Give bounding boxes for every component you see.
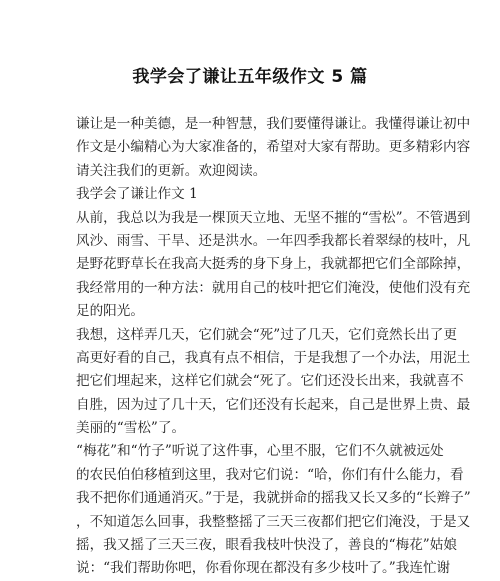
body-line: 足的阳光。	[76, 303, 144, 320]
body-line: 请关注我们的更新。欢迎阅读。	[76, 162, 267, 179]
body-line: 风沙、雨雪、干旱、还是洪水。一年四季我都长着翠绿的枝叶，凡	[76, 232, 471, 249]
body-line: 我不把你们通通消灭。”于是，我就拼命的摇我又长又多的“长辫子”	[76, 490, 471, 507]
body-line: 谦让是一种美德，是一种智慧，我们要懂得谦让。我懂得谦让初中	[76, 116, 471, 132]
body-line: 把它们埋起来，这样它们就会“死了。它们还没长出来，我就喜不	[76, 373, 464, 390]
body-line: 从前，我总以为我是一棵顶天立地、无坚不摧的“雪松”。不管遇到	[76, 209, 471, 226]
body-line: ，不知道怎么回事，我整整摇了三天三夜都们把它们淹没，于是又	[76, 513, 471, 530]
body-line: 作文是小编精心为大家准备的，希望对大家有帮助。更多精彩内容	[76, 139, 471, 156]
body-line-cut-off: 说：“我们帮助你吧，你看你现在都没有多少枝叶了。”我连忙谢	[76, 560, 451, 577]
body-line: “梅花”和“竹子”听说了这件事，心里不服，它们不久就被远处	[76, 443, 444, 460]
body-line: 高更好看的自己，我真有点不相信，于是我想了一个办法，用泥土	[76, 349, 471, 366]
body-line: 摇，我又摇了三天三夜，眼看我枝叶快没了，善良的“梅花”姑娘	[76, 537, 457, 554]
section-heading: 我学会了谦让作文 1	[76, 186, 198, 203]
document-body	[76, 113, 471, 577]
body-line: 我经常用的一种方法：就用自己的枝叶把它们淹没，使他们没有充	[76, 279, 471, 296]
body-line: 美丽的“雪松”了。	[76, 420, 186, 437]
body-line: 我想，这样弄几天，它们就会“死”过了几天，它们竟然长出了更	[76, 326, 457, 343]
document-title: 我学会了谦让五年级作文 5 篇	[132, 67, 368, 87]
body-line: 自胜，因为过了几十天，它们还没有长起来，自己是世界上贵、最	[76, 396, 471, 413]
body-line: 的农民伯伯移植到这里，我对它们说：“哈，你们有什么能力，看	[76, 466, 464, 483]
body-line: 是野花野草长在我高大挺秀的身下身上，我就都把它们全部除掉，	[76, 256, 471, 273]
